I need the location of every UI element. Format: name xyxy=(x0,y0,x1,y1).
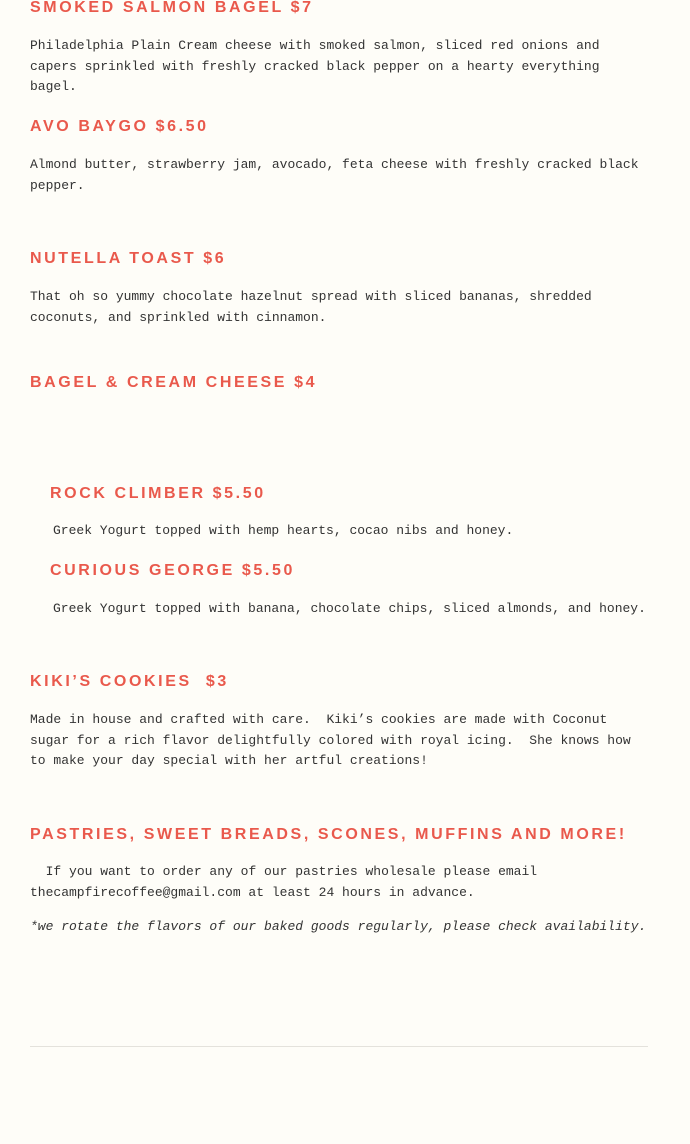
avo-baygo-description: Almond butter, strawberry jam, avocado, feta cheese with freshly cracked black pepper. xyxy=(30,157,639,193)
pastries-title: PASTRIES, SWEET BREADS, SCONES, MUFFINS AND MORE! xyxy=(30,826,627,843)
nutella-toast-title: NUTELLA TOAST $6 xyxy=(30,250,227,267)
footer-divider xyxy=(30,1046,648,1047)
rock-climber-title: ROCK CLIMBER $5.50 xyxy=(50,485,266,502)
pastries-availability-note: *we rotate the flavors of our baked goods regularly, please check availability. xyxy=(30,919,647,934)
curious-george-title: CURIOUS GEORGE $5.50 xyxy=(50,562,295,579)
smoked-salmon-bagel-description: Philadelphia Plain Cream cheese with smoked salmon, sliced red onions and capers sprinkled with freshly cracked black pepper on a hearty everything bagel. xyxy=(30,38,600,95)
bagel-cream-cheese-title: BAGEL & CREAM CHEESE $4 xyxy=(30,374,318,391)
pastries-description: If you want to order any of our pastries wholesale please email thecampfirecoffee@gmail.com at least 24 hours in advance. xyxy=(30,864,545,900)
curious-george-description: Greek Yogurt topped with banana, chocolate chips, sliced almonds, and honey. xyxy=(53,601,646,616)
avo-baygo-title: AVO BAYGO $6.50 xyxy=(30,118,209,135)
kikis-cookies-title: KIKI’S COOKIES $3 xyxy=(30,673,229,690)
rock-climber-description: Greek Yogurt topped with hemp hearts, cocao nibs and honey. xyxy=(53,523,514,538)
smoked-salmon-bagel-title: SMOKED SALMON BAGEL $7 xyxy=(30,0,314,16)
kikis-cookies-description: Made in house and crafted with care. Kiki’s cookies are made with Coconut sugar for a rich flavor delightfully colored with royal icing. She knows how to make your day special with her artful creations! xyxy=(30,712,639,769)
nutella-toast-description: That oh so yummy chocolate hazelnut spread with sliced bananas, shredded coconuts, and sprinkled with cinnamon. xyxy=(30,289,592,325)
